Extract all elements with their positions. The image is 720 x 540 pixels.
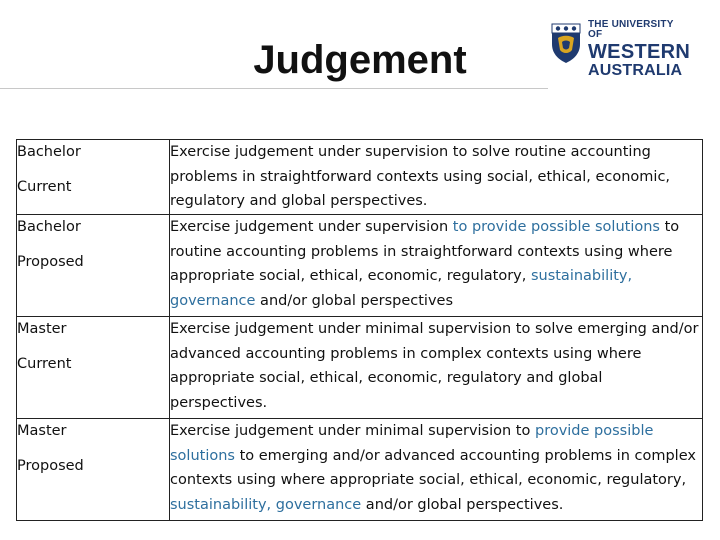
table-row (17, 419, 703, 521)
description-text: and/or global perspectives. (361, 496, 564, 513)
description-cell (170, 140, 703, 215)
description-text: Exercise judgement under supervision (170, 219, 453, 235)
degree-label: Master (17, 423, 67, 439)
university-logo (548, 18, 691, 79)
description-text: to emerging and/or advanced accounting problems in complex contexts using where appropriate social, ethical, economic, regulatory, (170, 447, 696, 488)
page-title: Judgement (253, 38, 467, 82)
crest-icon (550, 22, 582, 64)
logo-line-2: WESTERN (588, 41, 691, 63)
status-label: Current (17, 179, 72, 195)
level-label-cell (17, 140, 170, 215)
level-label-cell (17, 419, 170, 521)
description-text: Exercise judgement under minimal supervision to (170, 423, 535, 439)
judgement-table (16, 139, 703, 521)
description-text: to routine accounting problems in straightforward contexts using where appropriate social, ethical, economic, regulatory, (170, 219, 680, 284)
logo-wordmark (588, 20, 690, 79)
table-row (17, 317, 703, 419)
level-label-cell (17, 215, 170, 317)
degree-label: Bachelor (17, 144, 81, 160)
status-label: Proposed (17, 254, 84, 270)
description-cell (170, 215, 703, 317)
logo-line-3: AUSTRALIA (588, 62, 683, 79)
highlighted-text: sustainability, governance (170, 268, 633, 309)
status-label: Proposed (17, 458, 84, 474)
description-text: and/or global perspectives (255, 292, 454, 309)
description-cell (170, 317, 703, 419)
table-row (17, 140, 703, 215)
degree-label: Master (17, 321, 67, 337)
highlighted-text: to provide possible solutions (452, 219, 660, 235)
highlighted-text: provide possible solutions (170, 423, 654, 464)
table-row (17, 215, 703, 317)
description-text: Exercise judgement under minimal supervision to solve emerging and/or advanced accounting problems in complex contexts using where appropriate social, ethical, economic, regulatory and global perspectives. (170, 321, 699, 411)
highlighted-text: sustainability, governance (170, 496, 362, 513)
header-divider (0, 88, 548, 89)
description-cell (170, 419, 703, 521)
degree-label: Bachelor (17, 219, 81, 235)
level-label-cell (17, 317, 170, 419)
description-text: Exercise judgement under supervision to solve routine accounting problems in straightforward contexts using social, ethical, economic, regulatory and global perspectives. (170, 144, 671, 209)
logo-line-1: THE UNIVERSITY OF (588, 19, 674, 40)
status-label: Current (17, 356, 72, 372)
